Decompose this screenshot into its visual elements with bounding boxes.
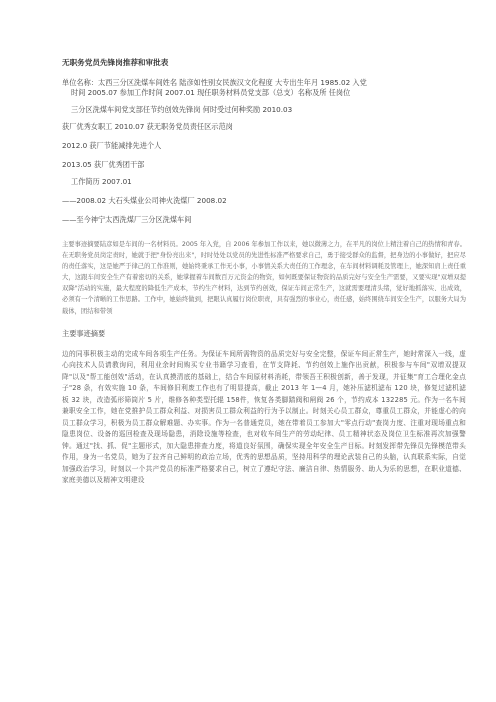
info-line-8: ——2008.02 大石头煤业公司神火洗煤厂 2008.02: [62, 196, 227, 205]
info-line-4: 获厂优秀女职工 2010.07 获无职务党员责任区示范岗: [62, 122, 233, 131]
section-heading: 主要事迹摘要: [62, 328, 106, 338]
info-line-1: 单位名称：太西三分区洗煤车间姓名 陆彦如性别女民族汉文化程度 大专出生年月 1985.02 入党: [62, 78, 367, 87]
info-line-5: 2012.0 获厂节能减排先进个人: [62, 141, 162, 150]
info-line-2: 时间 2005.07 参加工作时间 2007.01 现任职务材料员党支部（总支）名称及所 任岗位: [71, 88, 351, 97]
intro-paragraph: 主要事迹摘要陆彦如是车间的一名材料员。2005 年入党，自 2006 年参加工作以来，她以微薄之力，在平凡的岗位上精注着自己的热情和青春。在无职务党员岗定责时，她就于把"身份亮出来"，时时处处以党员的先进性标准严格要求自己，勇于接受群众的监督，把身边的小事做好，把应尽的责任落实，这是她严于律己的工作准则，她始终秉承工作无小事，小事情关系大责任的工作理念，在车间材料调耗及管理上，她深知肩上责任重大，这跟车间安全生产有着密切的关系，她掌握着车间数百万元资金的物资，如何既要保证物资的品质完好与安全生产需要，又要实现"双增双提双降"活动的实施，最大程度的降低生产成本，节约生产材料，达到节约创效，保证车间正常生产，这就需要理清头绪，觉好地抓落实、出成效，必须有一个清晰的工作思路。工作中，她始终做到，把眼认真履行岗位职责，具有强烈的事业心，责任感，始终围绕车间安全生产，以服务大局为载体，团结和带领: [62, 241, 466, 315]
document-title: 无职务党员先锋岗推荐和审批表: [62, 58, 169, 67]
info-line-9: ——至今神宁太西洗煤厂三分区洗煤车间: [62, 215, 192, 224]
main-paragraph: 边的同事积极主动的完成车间各项生产任务。为保证车间所需物资的品质完好与安全完整，保证车间正常生产，她时常深入一线，虚心向技术人员请教询问，利用业余时间购买专业书籍学习查看，在节支降耗、节约创效上施作出贡献，积极参与车间"双增双提双降"以及"帮工能创效"活动，在认真摸清底的基础上，结合车间原材料消耗，带领吾王积极创新，善于发现，并征集"育工合理化金点子"28 条，有效实施 10 条，车间修旧利废工作也有了明显提高，截止 2013 年 1—4 月，她补压滤机滤布 120 块，修复过滤机滤板 32 块，改造弧形筛筒片 5 片，维修各种类型托辊 158件，恢复各类脚踏阀和闸阀 26 个，节约成本 132285 元。作为一名车间兼职安全工作，她在党推护员工群众利益、对损害员工群众利益的行为予以制止。时刻关心员工群众，尊重员工群众，并能虚心的向员工群众学习，积极为员工群众解难题、办实事。作为一名普通党员，她在带着员工参加大"零点行动"查岗力度、注重对现场重点和隐患岗位、设备的巡回检查及现场隐患，消除设施等检查，也对收车间生产的劳动纪律、员工精神状态及岗位卫生标准再次加强警钟。通过"找、抓、促"主题形式，加大隐患排查力度，将道良好氛围，确保实现全年安全生产目标。时刻发挥带先锋员先锋模范带头作用，身为一名党员，她为了拉齐自己鲜明的政治立场，优秀的思想品质，坚持用科学的理论武装自己的头脑，认真联系实际，自觉加强政治学习，时刻以一个共产党员的标准严格要求自己，树立了遵纪守法、廉洁自律、热情服务、助人为乐的思想，在职业道德、家庭美德以及精神文明建设: [62, 349, 466, 485]
info-line-6: 2013.05 获厂优秀团干部: [62, 160, 145, 169]
info-line-3: 三分区洗煤车间党支部任节约创效先锋岗 何时受过何种奖励 2010.03: [71, 105, 293, 114]
info-line-7: 工作简历 2007.01: [71, 177, 132, 186]
